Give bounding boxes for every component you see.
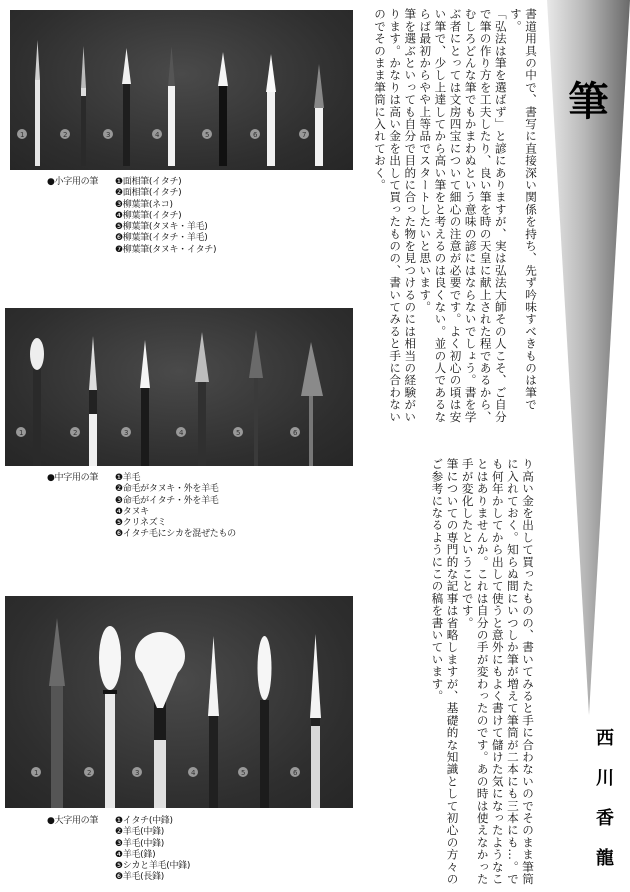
photo-number: 6 bbox=[293, 429, 298, 437]
brush-5 bbox=[258, 636, 272, 808]
photo-number: 2 bbox=[73, 429, 78, 437]
brush-3 bbox=[135, 632, 185, 808]
body-text-bottom bbox=[365, 458, 535, 886]
photo-number: 1 bbox=[20, 131, 25, 139]
photo-number: 1 bbox=[19, 429, 24, 437]
caption-item: ❶イタチ(中鋒) bbox=[115, 816, 173, 826]
brush-2 bbox=[81, 46, 86, 166]
caption-title: ●中字用の筆 bbox=[47, 473, 99, 483]
caption-item: ❶面相筆(イタチ) bbox=[115, 177, 182, 187]
caption-item: ❹タヌキ bbox=[115, 506, 149, 517]
paragraph: 「弘法は筆を選ばず」と諺にありますが、実は弘法大師その人こそ、ご自分で筆の作り方を工夫したり、良い筆を時の天皇に献上された程であるから、むしろどんな筆でもかまわぬという意味の諺にはならないでしょう。書を学ぶ者にとっては文房四宝について細心の注意が必要です。よく初心の頃は安い筆で、少し上達してから高い筆をと考えるのは良くない。並の人であるならば最初からやや上等品でスタートしたいと思います。 bbox=[418, 8, 508, 423]
brush-4 bbox=[195, 332, 209, 466]
brush-3 bbox=[140, 340, 150, 466]
caption-item: ❸柳葉筆(ネコ) bbox=[115, 199, 173, 210]
photo-number: 6 bbox=[293, 769, 298, 777]
photo-number: 5 bbox=[205, 131, 210, 139]
photo-number: 3 bbox=[135, 769, 140, 777]
caption-item: ❺柳葉筆(タヌキ・羊毛) bbox=[115, 222, 208, 233]
paragraph: り高い金を出して買ったものの、書いてみると手に合わないのでそのまま筆筒に入れておく。知らぬ間にいつしか筆が増えて筆筒が二本にも三本にも…。でも何年かしてから出して使うと意外にもよく書けて儲けた気になったようなことはありませんか。これは自分の手が変わったのです。あの時は使えなかった手が変化したということです。 bbox=[460, 458, 535, 885]
brush-3 bbox=[122, 48, 131, 166]
caption-item: ❹羊毛(鋒) bbox=[115, 849, 156, 860]
photo-number: 4 bbox=[191, 769, 196, 777]
caption-item: ❺シカと羊毛(中鋒) bbox=[115, 861, 191, 872]
page-title: 筆 bbox=[568, 79, 609, 125]
paragraph: 筆を選ぶといっても自分で目的に合った物を見つけるのには相当の経験がいります。かなりは高い金を出して買ったものの、書いてみると手に合わないのでそのまま筆筒に入れておく。 bbox=[373, 8, 418, 423]
brush-4 bbox=[168, 46, 175, 166]
photo-number: 4 bbox=[155, 131, 160, 139]
brush-6 bbox=[310, 634, 321, 808]
paragraph: 筆についての専門的な記事は省略しますが、基礎的な知識として初心の方々のご参考になるようにこの稿を書いています。 bbox=[430, 458, 460, 885]
brush-5 bbox=[249, 330, 263, 466]
caption-item: ❷命毛がタヌキ・外を羊毛 bbox=[115, 484, 219, 495]
caption-item: ❻イタチ毛にシカを混ぜたもの bbox=[115, 529, 236, 540]
photo-number: 6 bbox=[253, 131, 258, 139]
brush-2 bbox=[99, 626, 121, 808]
caption-item: ❷面相筆(イタチ) bbox=[115, 188, 182, 199]
photo-number: 3 bbox=[106, 131, 111, 139]
photo-number: 3 bbox=[124, 429, 129, 437]
author-name: 西川香龍 bbox=[593, 728, 614, 888]
photo-number: 7 bbox=[302, 131, 307, 139]
brush-7 bbox=[314, 64, 324, 166]
photo-number: 2 bbox=[87, 769, 92, 777]
photo-number: 2 bbox=[63, 131, 68, 139]
photo-small-brushes bbox=[10, 10, 353, 170]
photo-large-brushes bbox=[5, 596, 353, 808]
brush-1 bbox=[30, 338, 44, 466]
caption-item: ❻羊毛(長鋒) bbox=[115, 872, 164, 883]
photo-number: 5 bbox=[236, 429, 241, 437]
photo-number: 1 bbox=[34, 769, 39, 777]
caption-item: ❶羊毛 bbox=[115, 473, 141, 483]
brush-6 bbox=[266, 54, 276, 166]
caption-item: ❺クリネズミ bbox=[115, 518, 167, 529]
brush-6 bbox=[301, 342, 323, 466]
caption-item: ❷羊毛(中鋒) bbox=[115, 827, 164, 838]
brush-4 bbox=[208, 636, 219, 808]
brush-1 bbox=[49, 618, 65, 808]
caption-title: ●小字用の筆 bbox=[47, 177, 99, 187]
photo-number: 4 bbox=[179, 429, 184, 437]
caption-item: ❻柳葉筆(イタチ・羊毛) bbox=[115, 233, 208, 244]
body-text-top bbox=[362, 8, 538, 426]
caption-item: ❹柳葉筆(イタチ) bbox=[115, 210, 182, 221]
brush-2 bbox=[89, 336, 97, 466]
brush-1 bbox=[35, 40, 40, 166]
caption-item: ❸命毛がイタチ・外を羊毛 bbox=[115, 495, 219, 506]
caption-title: ●大字用の筆 bbox=[47, 816, 99, 826]
photo-medium-brushes bbox=[5, 308, 353, 466]
photo-number: 5 bbox=[241, 769, 246, 777]
caption-item: ❸羊毛(中鋒) bbox=[115, 838, 164, 849]
paragraph: 書道用具の中で、書写に直接深い関係を持ち、先ず吟味すべきものは筆です。 bbox=[508, 8, 538, 411]
caption-item: ❼柳葉筆(タヌキ・イタチ) bbox=[115, 244, 217, 255]
brush-5 bbox=[218, 52, 228, 166]
